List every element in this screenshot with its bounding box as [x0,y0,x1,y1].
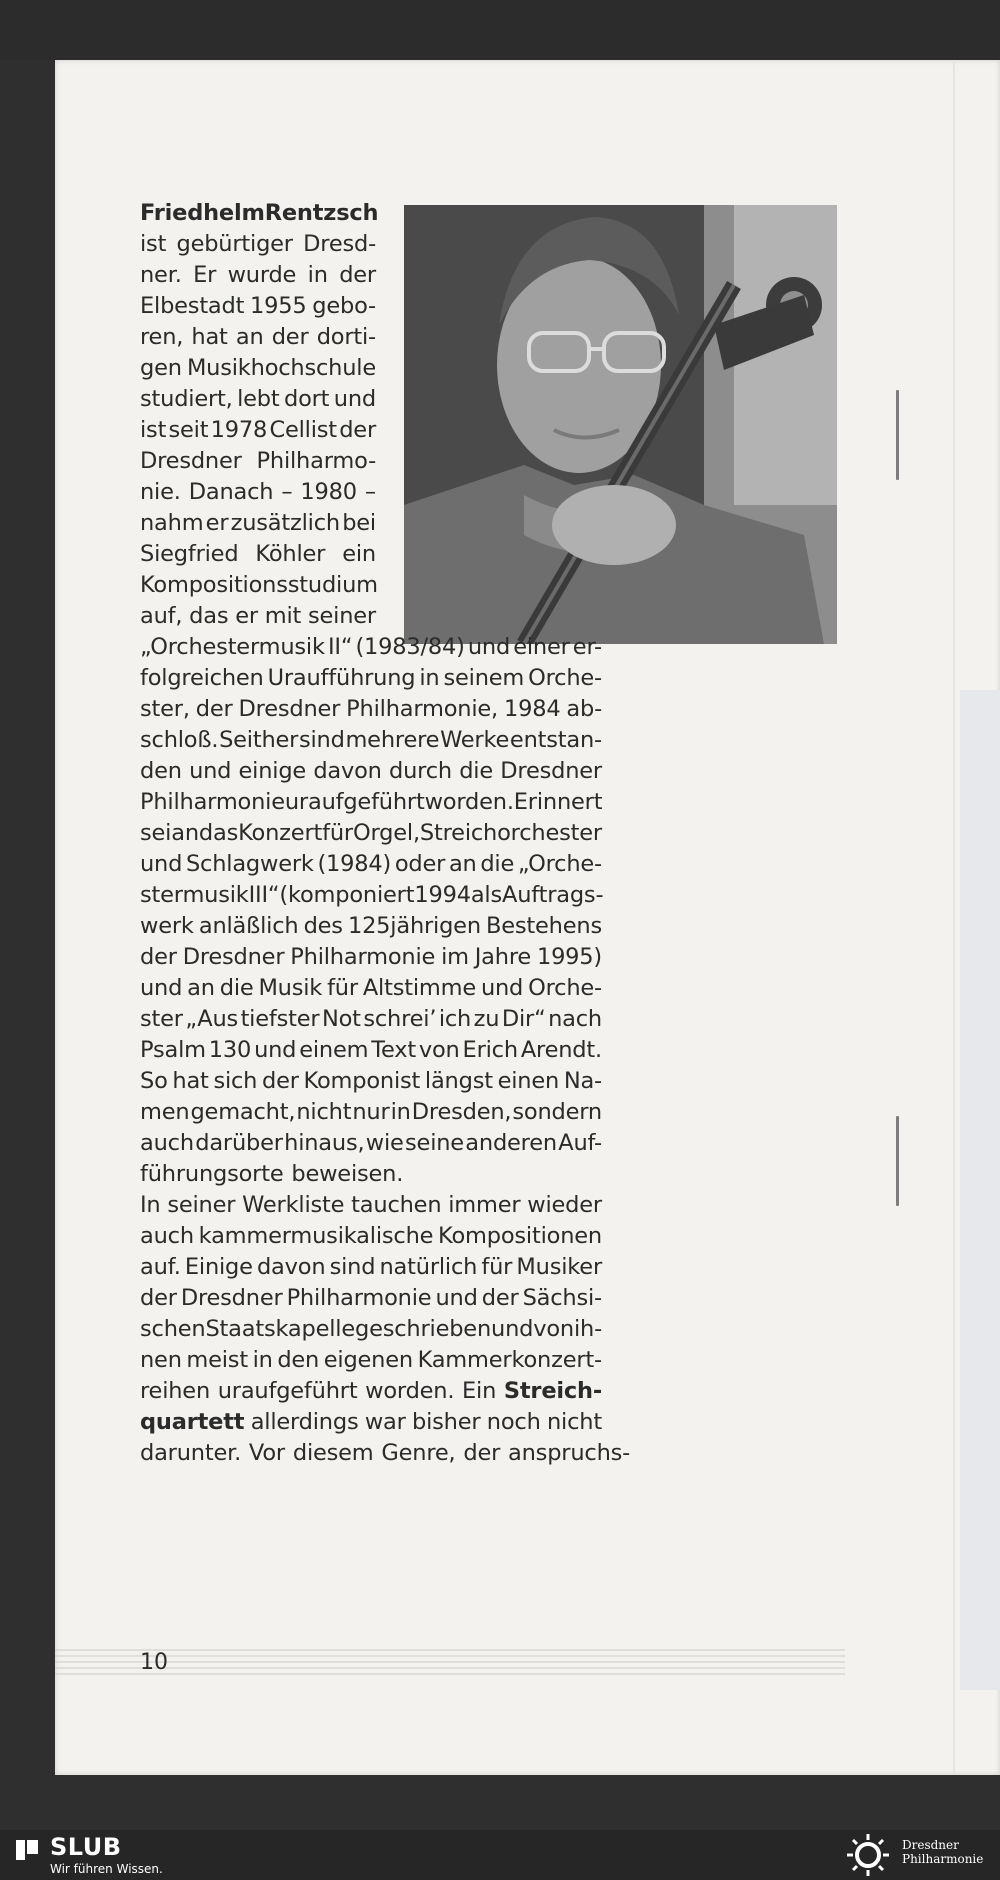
word: für [322,820,353,846]
word: nie. [140,479,181,505]
word: Musik [258,975,323,1001]
word: Bestehens [486,913,602,939]
slub-tagline: Wir führen Wissen. [50,1862,163,1876]
word: darunter. [140,1440,242,1466]
word: einige [238,758,307,784]
slub-logo[interactable]: SLUB [50,1833,122,1861]
word: Auf- [558,1130,602,1156]
text-line [140,1004,602,1035]
word: Erinnert [513,789,603,815]
word: stermusik [140,882,249,908]
word: 130 [208,1037,252,1063]
word: wie [365,1130,404,1156]
word: 1984 [503,696,561,722]
bold-word: Rentzsch [264,200,379,226]
word: Philharmo- [256,448,376,474]
word: III“ [248,882,280,908]
word: seine [405,1130,464,1156]
binding-mark [896,1116,899,1206]
word: den [277,1347,320,1373]
word: Arendt. [520,1037,602,1063]
word: mit [264,603,302,629]
word: Streichorchester [419,820,602,846]
text-line [140,291,376,322]
word: 1955 [250,293,307,319]
word: meist [186,1347,248,1373]
word: wieder [527,1192,602,1218]
word: den [140,758,182,784]
word: Dresdner [140,448,242,474]
text-line [140,911,602,942]
text-line [140,322,376,353]
next-page-strip [960,690,1000,1690]
word: – [364,479,376,505]
word: noch [486,1409,541,1435]
word: der [463,1440,501,1466]
word: an [187,975,215,1001]
word: nen [140,1347,182,1373]
word: gebürtiger [176,231,293,257]
word: an [235,324,264,350]
word: er [205,510,229,536]
word: Danach [188,479,274,505]
word: Siegfried [140,541,239,567]
word: davon [313,758,382,784]
word: in [419,665,440,691]
word: nicht [546,1409,602,1435]
word: In [140,1192,161,1218]
scanner-top-band [0,0,1000,60]
word: Seither [219,727,299,753]
word: an [171,820,199,846]
word: Werkliste [242,1192,345,1218]
page-fold-edge [953,60,955,1775]
word: war [364,1409,406,1435]
word: studiert, [140,386,233,412]
word: bei [342,510,376,536]
word: der [140,1285,177,1311]
text-line [140,1066,602,1097]
word: ein [342,541,376,567]
word: Text [371,1037,416,1063]
binding-mark [896,390,899,480]
text-line [140,694,602,725]
word: er [235,603,258,629]
word: nahm [140,510,204,536]
word: hat [191,324,228,350]
word: immer [448,1192,521,1218]
word: auch [140,1223,194,1249]
word: (1984) [317,851,392,877]
word: 1980 [300,479,357,505]
page-number: 10 [140,1650,168,1675]
word: einen [497,1068,560,1094]
word: Einige [184,1254,253,1280]
word: entstan- [509,727,602,753]
dresdner-philharmonie-logo[interactable] [902,1838,983,1866]
text-line [140,1190,602,1221]
word: bisher [412,1409,481,1435]
word: 1995) [536,944,602,970]
word: 125jährigen [347,913,481,939]
word: schrei’ [363,1006,437,1032]
text-line [140,725,602,756]
text-line [140,415,376,446]
word: Kammerkonzert- [417,1347,602,1373]
word: und [333,386,376,412]
word: von [418,1037,460,1063]
word: er- [572,634,602,660]
word: 1994 [414,882,471,908]
word: Sächsi- [522,1285,602,1311]
text-line [140,942,602,973]
word: und [480,975,524,1001]
word: sondern [512,1099,602,1125]
word: die [459,758,493,784]
word: dort [283,386,330,412]
word: in [307,262,328,288]
text-line [140,1314,602,1345]
text-line [140,849,602,880]
word: der [262,1068,299,1094]
word: und [140,851,183,877]
word: Dir“ [501,1006,546,1032]
word: II“ [327,634,353,660]
text-line [140,1221,602,1252]
word: wurde [227,262,297,288]
word: worden. [365,1378,455,1404]
word: dorti- [316,324,376,350]
word: Elbestadt [140,293,245,319]
word: beweisen. [291,1161,404,1187]
word: Dresden, [411,1099,512,1125]
text-line [140,353,376,384]
word: ich [438,1006,472,1032]
word: gemacht, [190,1099,296,1125]
text-line [140,1345,602,1376]
partner-line-2: Philharmonie [902,1852,984,1866]
dresdner-philharmonie-sun-icon [843,1832,893,1878]
word: 1978 [210,417,268,443]
text-line [140,260,376,291]
text-line [140,632,602,663]
word: (1983/84) [355,634,465,660]
word: Werke [440,727,510,753]
word: ist [140,231,167,257]
word: Erich [462,1037,518,1063]
word: Vor [248,1440,285,1466]
word: Dresd- [303,231,376,257]
word: Kompositionsstudium [140,572,378,598]
word: durch [389,758,452,784]
word: lebt [237,386,280,412]
word: sind [298,727,345,753]
word: und [254,1037,297,1063]
word: Dresdner [182,944,285,970]
word: Orgel, [353,820,420,846]
word: in [252,1347,273,1373]
word: an [448,851,477,877]
text-line [140,1376,602,1407]
word: „Orchestermusik [140,634,325,660]
word: worden. [424,789,514,815]
text-line [140,1283,602,1314]
word: seiner [308,603,376,629]
word: und [491,1316,534,1342]
word: ren, [140,324,184,350]
text-line [140,1128,602,1159]
word: und [140,975,183,1001]
bold-word: Streich- [503,1378,602,1404]
word: Philharmonie [286,1285,432,1311]
word: Komponist [303,1068,421,1094]
text-line [140,229,376,260]
word: von [533,1316,574,1342]
word: Ein [462,1378,497,1404]
word: kammermusikalische [198,1223,434,1249]
word: nicht [296,1099,352,1125]
word: seinem [443,665,525,691]
word: anläßlich [198,913,299,939]
word: der [195,696,233,722]
word: ih- [573,1316,602,1342]
word: diesem [292,1440,374,1466]
word: der [339,417,376,443]
slub-book-icon [14,1837,40,1863]
word: Köhler [255,541,326,567]
word: Dresdner [238,696,341,722]
word: natürlich [379,1254,478,1280]
word: nach [548,1006,602,1032]
word: als [470,882,502,908]
text-line [140,880,602,911]
text-line [140,663,602,694]
word: werk [140,913,194,939]
text-line [140,1035,602,1066]
word: Not [321,1006,361,1032]
word: Orche- [528,975,602,1001]
word: seiner [167,1192,236,1218]
word: Philharmonie [140,789,285,815]
word: zusätzlich [230,510,340,536]
word: Er [193,262,217,288]
word: ab- [566,696,602,722]
word: geschrieben [355,1316,492,1342]
word: das [198,820,239,846]
word: für [327,975,358,1001]
word: (komponiert [279,882,415,908]
word: der [271,324,309,350]
word: Jahre [474,944,532,970]
footer-rule-lines [55,1646,845,1686]
text-line [140,818,602,849]
word: die [219,975,254,1001]
word: auf, [140,603,183,629]
word: seit [168,417,209,443]
word: auch [140,1130,194,1156]
text-line [140,756,602,787]
bold-word: Friedhelm [140,200,265,226]
word: Philharmonie, [346,696,498,722]
word: hinaus, [284,1130,365,1156]
text-line [140,508,376,539]
word: oder [394,851,446,877]
word: Auftrags- [502,882,604,908]
word: für [481,1254,513,1280]
text-line [140,1159,602,1190]
word: die [480,851,515,877]
word: Musiker [516,1254,602,1280]
word: und [435,1285,478,1311]
word: tauchen [351,1192,442,1218]
word: folgreichen [140,665,264,691]
word: Staatskapelle [205,1316,355,1342]
word: und [467,634,511,660]
word: zu [473,1006,500,1032]
word: Altstimme [362,975,476,1001]
word: der [339,262,376,288]
word: Uraufführung [267,665,416,691]
biography-text [140,198,631,1469]
word: Kompositionen [438,1223,602,1249]
word: des [303,913,343,939]
word: das [189,603,229,629]
word: auf. [140,1254,181,1280]
word: einem [299,1037,369,1063]
word: schen [140,1316,206,1342]
word: Philharmonie [290,944,436,970]
word: und [189,758,232,784]
word: men [140,1099,190,1125]
word: einer [513,634,570,660]
word: ster [140,1006,183,1032]
text-line [140,539,376,570]
word: allerdings [250,1409,359,1435]
text-line [140,446,376,477]
word: „Orche- [517,851,602,877]
word: tiefster [240,1006,320,1032]
text-line [140,570,376,601]
text-line [140,787,602,818]
word: längst [424,1068,493,1094]
text-line [140,384,376,415]
word: gebo- [312,293,376,319]
word: schloß. [140,727,219,753]
word: uraufgeführt [284,789,425,815]
word: ist [140,417,167,443]
word: Orche- [528,665,602,691]
word: Psalm [140,1037,206,1063]
text-line [140,973,602,1004]
word: darüber [195,1130,283,1156]
text-line [140,1097,602,1128]
word: reihen [140,1378,211,1404]
text-line [140,477,376,508]
text-line [140,1252,602,1283]
text-line [140,601,376,632]
word: sind [329,1254,376,1280]
word: nur [352,1099,390,1125]
word: anderen [465,1130,557,1156]
word: gen [140,355,182,381]
word: Musikhochschule [186,355,376,381]
partner-line-1: Dresdner [902,1838,959,1852]
word: eigenen [323,1347,413,1373]
word: Na- [563,1068,602,1094]
text-line [140,1407,602,1438]
word: der [481,1285,519,1311]
word: ster, [140,696,190,722]
word: führungsorte [140,1161,284,1187]
word: Dresdner [500,758,602,784]
text-line [140,198,379,229]
word: in [390,1099,411,1125]
word: sei [140,820,172,846]
word: davon [256,1254,326,1280]
word: ner. [140,262,182,288]
word: der [140,944,177,970]
word: – [281,479,293,505]
word: sich [213,1068,258,1094]
bold-word: quartett [140,1409,245,1435]
word: Cellist [269,417,337,443]
word: Schlagwerk [185,851,314,877]
word: „Aus [185,1006,239,1032]
word: Genre, [381,1440,456,1466]
word: uraufgeführt [217,1378,358,1404]
word: So [140,1068,168,1094]
word: Konzert [238,820,323,846]
word: mehrere [345,727,440,753]
word: Dresdner [180,1285,283,1311]
word: hat [172,1068,209,1094]
word: anspruchs- [508,1440,631,1466]
word: im [441,944,469,970]
text-line [140,1438,631,1469]
